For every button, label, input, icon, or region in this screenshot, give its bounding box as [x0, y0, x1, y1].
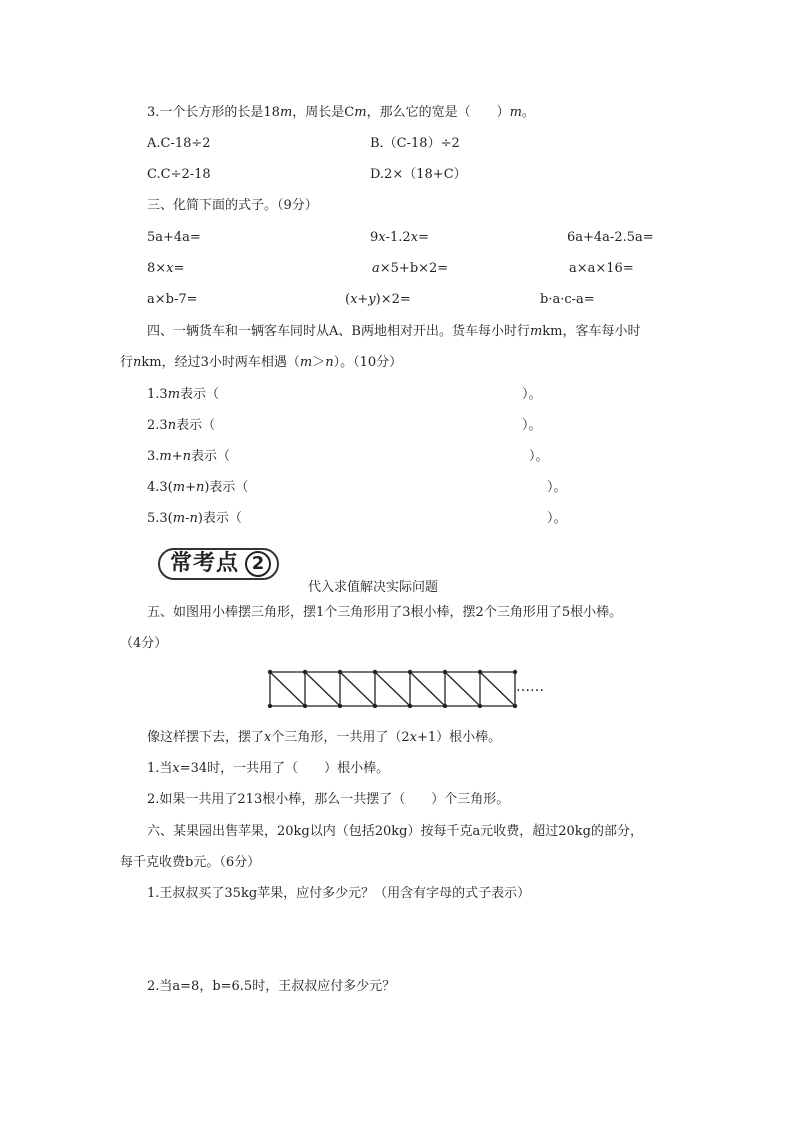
stick-joint	[303, 704, 307, 708]
meaning-item: 1.3m表示（	[147, 387, 220, 402]
badge-subtitle: 代入求值解决实际问题	[308, 580, 439, 595]
stick-joint	[443, 670, 447, 674]
section5-heading-cont: （4分）	[120, 636, 168, 651]
stick-joint	[513, 670, 517, 674]
section3-heading: 三、化简下面的式子。（9分）	[147, 198, 318, 213]
key-point-badge	[158, 548, 279, 580]
meaning-item: 4.3(m+n)表示（	[147, 480, 249, 495]
stick-joint	[373, 704, 377, 708]
section5-heading: 五、如图用小棒摆三角形，摆1个三角形用了3根小棒，摆2个三角形用了5根小棒。	[147, 605, 623, 620]
badge-number: 2	[245, 551, 271, 577]
stick-joint	[408, 704, 412, 708]
stick-diagonal	[445, 672, 480, 706]
stick-diagonal	[270, 672, 305, 706]
section4-heading-cont: 行nkm，经过3小时两车相遇（m＞n）。（10分）	[120, 355, 403, 370]
q3-option-b: B.（C-18）÷2	[370, 136, 460, 151]
q3-option-d: D.2×（18+C）	[370, 167, 467, 182]
stick-joint	[478, 704, 482, 708]
stick-joint	[513, 704, 517, 708]
simplify-item: 9x-1.2x=	[370, 230, 429, 245]
triangle-sticks-figure	[266, 664, 566, 708]
stick-diagonal	[305, 672, 340, 706]
simplify-item: 6a+4a-2.5a=	[567, 230, 654, 245]
section5-question-2: 2.如果一共用了213根小棒，那么一共摆了（ ）个三角形。	[147, 792, 510, 807]
section6-heading: 六、某果园出售苹果，20kg以内（包括20kg）按每千克a元收费，超过20kg的部分，	[147, 824, 643, 839]
meaning-close: ）。	[547, 511, 567, 526]
stick-joint	[303, 670, 307, 674]
section6-question-1: 1.王叔叔买了35kg苹果，应付多少元？（用含有字母的式子表示）	[147, 886, 531, 901]
stick-diagonal	[480, 672, 515, 706]
stick-joint	[338, 670, 342, 674]
stick-diagonal	[410, 672, 445, 706]
stick-joint	[478, 670, 482, 674]
q3-stem: 3.一个长方形的长是18m，周长是Cm，那么它的宽是（ ）m。	[147, 105, 535, 120]
meaning-close: ）。	[522, 418, 542, 433]
section6-question-2: 2.当a=8，b=6.5时，王叔叔应付多少元？	[147, 979, 396, 994]
simplify-item: (x+y)×2=	[345, 292, 411, 307]
q3-option-c: C.C÷2-18	[147, 167, 211, 182]
stick-diagonal	[375, 672, 410, 706]
meaning-item: 2.3n表示（	[147, 418, 216, 433]
meaning-close: ）。	[529, 449, 549, 464]
stick-joint	[338, 704, 342, 708]
simplify-item: a×a×16=	[569, 261, 634, 276]
section5-question-1: 1.当x=34时，一共用了（ ）根小棒。	[147, 761, 390, 776]
stick-joint	[408, 670, 412, 674]
section4-heading: 四、一辆货车和一辆客车同时从A、B两地相对开出。货车每小时行mkm，客车每小时	[147, 324, 641, 339]
stick-joint	[268, 704, 272, 708]
badge-label: 常考点	[170, 551, 240, 576]
simplify-item: 8×x=	[147, 261, 185, 276]
stick-joint	[373, 670, 377, 674]
stick-joint	[268, 670, 272, 674]
simplify-item: 5a+4a=	[147, 230, 201, 245]
stick-joint	[443, 704, 447, 708]
pattern-statement: 像这样摆下去，摆了x个三角形，一共用了（2x+1）根小棒。	[147, 730, 502, 745]
meaning-item: 3.m+n表示（	[147, 449, 231, 464]
simplify-item: a×5+b×2=	[372, 261, 449, 276]
stick-diagonal	[340, 672, 375, 706]
meaning-item: 5.3(m-n)表示（	[147, 511, 242, 526]
simplify-item: b·a·c-a=	[540, 292, 595, 307]
simplify-item: a×b-7=	[147, 292, 198, 307]
q3-option-a: A.C-18÷2	[147, 136, 211, 151]
meaning-close: ）。	[547, 480, 567, 495]
meaning-close: ）。	[522, 387, 542, 402]
ellipsis: ……	[516, 679, 544, 695]
section6-heading-cont: 每千克收费b元。（6分）	[120, 855, 261, 870]
